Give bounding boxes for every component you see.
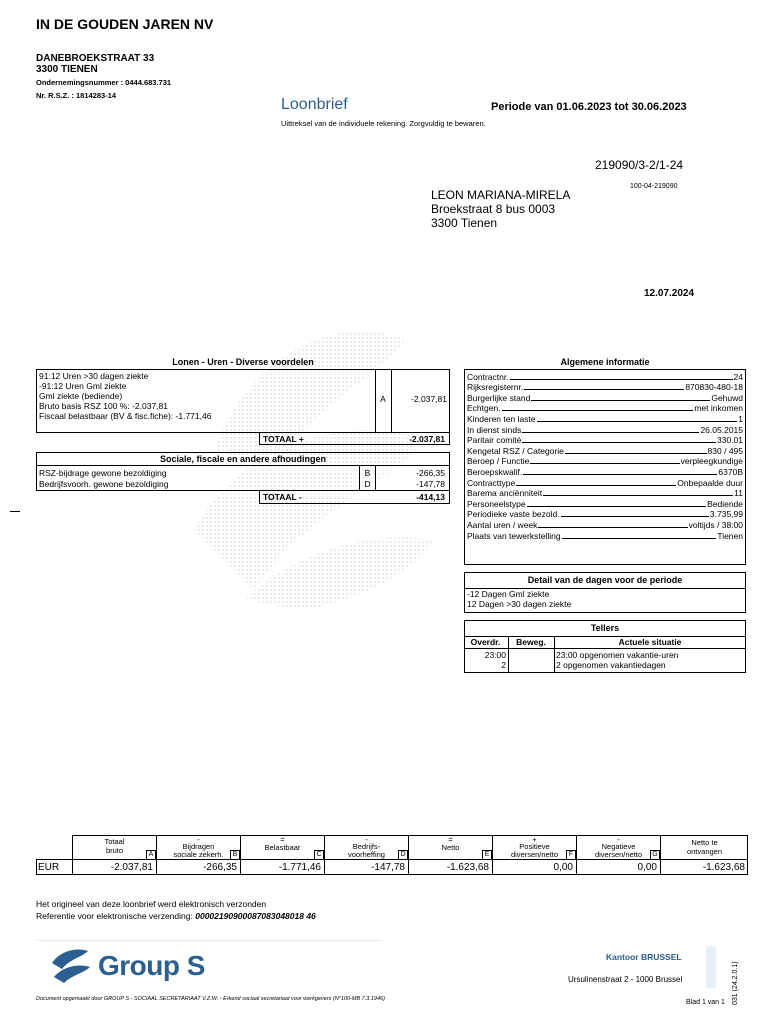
summary-label-netto: = Netto xyxy=(441,835,460,852)
document-date: 12.07.2024 xyxy=(644,288,695,299)
wage-line: Bruto basis RSZ 100 %: -2.037,81 xyxy=(39,401,168,411)
enterprise-number: Ondernemingsnummer : 0444.683.731 xyxy=(36,78,172,87)
electronic-reference: Referentie voor elektronische verzending: 00002190900087083048018 46 xyxy=(36,911,316,921)
code-box-e: E xyxy=(482,850,492,860)
col-beweg: Beweg. xyxy=(516,637,546,647)
general-row: Rijksregisternr. 870830-480-18 xyxy=(467,382,743,393)
deductions-header: Sociale, fiscale en andere afhoudingen xyxy=(159,454,327,464)
wages-total-box xyxy=(259,432,450,445)
recipient-street: Broekstraat 8 bus 0003 xyxy=(431,202,556,216)
general-row: Contracttype Onbepaalde duur xyxy=(467,477,743,488)
general-row: In dienst sinds 26.05.2015 xyxy=(467,424,743,435)
office-name: Kantoor BRUSSEL xyxy=(606,952,682,962)
wage-line: 91:12 Uren >30 dagen ziekte xyxy=(39,371,149,381)
counter-actueel: 23:00 opgenomen vakantie-uren 2 opgenomen vakantiedagen xyxy=(556,650,679,670)
general-row: Periodieke vaste bezold. 3.735,99 xyxy=(467,509,743,520)
summary-value-bijdragen: -266,35 xyxy=(203,862,237,873)
group-s-logo-icon xyxy=(50,947,92,985)
days-line: -12 Dagen Gml ziekte xyxy=(467,589,550,599)
group-s-logo-text: Group S xyxy=(98,950,205,981)
deduction-code-bv: D xyxy=(364,479,371,489)
days-lines xyxy=(465,589,745,609)
wages-total-label: TOTAAL + xyxy=(263,434,304,444)
period: Periode van 01.06.2023 tot 30.06.2023 xyxy=(491,101,687,113)
wages-box xyxy=(36,369,450,433)
general-row: Paritair comité 330.01 xyxy=(467,435,743,446)
summary-label-belastbaar: = Belastbaar xyxy=(264,835,301,852)
summary-label-voorheffing: - Bedrijfs- voorheffing xyxy=(348,835,385,859)
wage-line: Fiscaal belastbaar (BV & fisc.fiche): -1.771,46 xyxy=(39,411,212,421)
col-actueel: Actuele situatie xyxy=(618,637,682,647)
deductions-header-box xyxy=(36,452,450,466)
disclaimer: Document opgemaakt door GROUP S - SOCIAAL SECRETARIAAT V.Z.W. - Erkend sociaal secretariaat voor werkgevers (N°100-MB 7.3.1946) xyxy=(36,996,385,1002)
general-row: Kengetal RSZ / Categorie 830 / 495 xyxy=(467,445,743,456)
col-overdr: Overdr. xyxy=(470,637,501,647)
code-box-g: G xyxy=(650,850,660,860)
side-bar xyxy=(706,946,716,988)
general-row: Echtgen. met inkomen xyxy=(467,403,743,414)
company-name: IN DE GOUDEN JAREN NV xyxy=(36,16,214,32)
summary-label-negatieve: - Negatieve diversen/netto xyxy=(594,835,643,859)
days-line: 12 Dagen >30 dagen ziekte xyxy=(467,599,572,609)
summary-label-positieve: + Positieve diversen/netto xyxy=(510,835,559,859)
reference-small: 100-04-219090 xyxy=(630,183,678,190)
summary-value-belastbaar: -1.771,46 xyxy=(278,862,321,873)
summary-value-positieve: 0,00 xyxy=(553,862,573,873)
company-city: 3300 TIENEN xyxy=(36,64,98,75)
general-row: Kinderen ten laste 1 xyxy=(467,413,743,424)
document-reference: 219090/3-2/1-24 xyxy=(595,158,684,172)
subtitle: Uittreksel van de individuele rekening. Zorgvuldig te bewaren. xyxy=(281,119,486,128)
general-row: Barema anciënniteit 11 xyxy=(467,488,743,499)
deductions-box xyxy=(36,465,450,491)
electronic-notice: Het origineel van deze loonbrief werd elektronisch verzonden xyxy=(36,899,267,909)
summary-label-bijdragen: - Bijdragen sociale zekerh. xyxy=(173,835,224,859)
counter-overdr: 23:00 2 xyxy=(484,650,506,670)
currency: EUR xyxy=(38,862,60,873)
code-box-f: F xyxy=(566,850,576,860)
summary-value-netto-ontvangen: -1.623,68 xyxy=(702,862,745,873)
summary-value-voorheffing: -147,78 xyxy=(371,862,405,873)
deductions-total-box xyxy=(259,490,450,504)
summary-label-bruto: Totaal bruto xyxy=(104,837,125,855)
general-row: Personeelstype Bediende xyxy=(467,498,743,509)
document-title: Loonbrief xyxy=(281,96,348,113)
counters-columns xyxy=(465,636,745,649)
deductions-total-label: TOTAAL - xyxy=(263,492,302,502)
general-header: Algemene informatie xyxy=(560,357,650,367)
code-box-c: C xyxy=(314,850,324,860)
code-box-b: B xyxy=(230,850,240,860)
recipient-address xyxy=(431,188,570,230)
side-code: 031 (24.2.0.1) xyxy=(732,961,739,1005)
summary-label-netto-ontvangen: Netto te ontvangen xyxy=(686,838,723,856)
deduction-amount-rsz: -266,35 xyxy=(416,468,445,478)
general-box xyxy=(464,369,746,565)
summary-value-bruto: -2.037,81 xyxy=(110,862,153,873)
counters-box xyxy=(464,620,746,673)
deduction-amount-bv: -147,78 xyxy=(416,479,445,489)
wages-total: -2.037,81 xyxy=(409,434,445,444)
office-address: Ursulinenstraat 2 - 1000 Brussel xyxy=(568,975,683,984)
rsz-number: Nr. R.S.Z. : 1814283-14 xyxy=(36,91,117,100)
general-row: Aantal uren / week voltijds / 38:00 xyxy=(467,519,743,530)
general-row: Beroepskwalif. 6370B xyxy=(467,466,743,477)
deduction-label-bv: Bedrijfsvoorh. gewone bezoldiging xyxy=(39,479,169,489)
code-box-d: D xyxy=(398,850,408,860)
code-box-a: A xyxy=(146,850,156,860)
fold-mark xyxy=(10,511,20,512)
wage-line: -91:12 Uren Gml ziekte xyxy=(39,381,127,391)
recipient-name: LEON MARIANA-MIRELA xyxy=(431,188,571,202)
general-row: Contractnr. 24 xyxy=(467,371,743,382)
days-box xyxy=(464,572,746,613)
deductions-total: -414,13 xyxy=(416,492,445,502)
summary-value-negatieve: 0,00 xyxy=(637,862,657,873)
wages-lines xyxy=(39,371,374,421)
deduction-code-rsz: B xyxy=(364,468,371,478)
wage-code: A xyxy=(380,394,386,404)
counters-header: Tellers xyxy=(465,621,745,637)
summary-value-netto: -1.623,68 xyxy=(446,862,489,873)
wages-header: Lonen - Uren - Diverse voordelen xyxy=(172,357,314,367)
group-s-logo xyxy=(50,946,205,986)
wage-amount: -2.037,81 xyxy=(411,394,447,404)
deduction-label-rsz: RSZ-bijdrage gewone bezoldiging xyxy=(39,468,167,478)
recipient-city: 3300 Tienen xyxy=(431,216,498,230)
general-row: Burgerlijke stand Gehuwd xyxy=(467,392,743,403)
general-row: Plaats van tewerkstelling Tienen xyxy=(467,530,743,541)
company-street: DANEBROEKSTRAAT 33 xyxy=(36,53,155,64)
wage-line: Gml ziekte (bediende) xyxy=(39,391,123,401)
page-number: Blad 1 van 1 xyxy=(686,999,725,1006)
general-row: Beroep / Functie verpleegkundige xyxy=(467,456,743,467)
days-header: Detail van de dagen voor de periode xyxy=(465,573,745,589)
